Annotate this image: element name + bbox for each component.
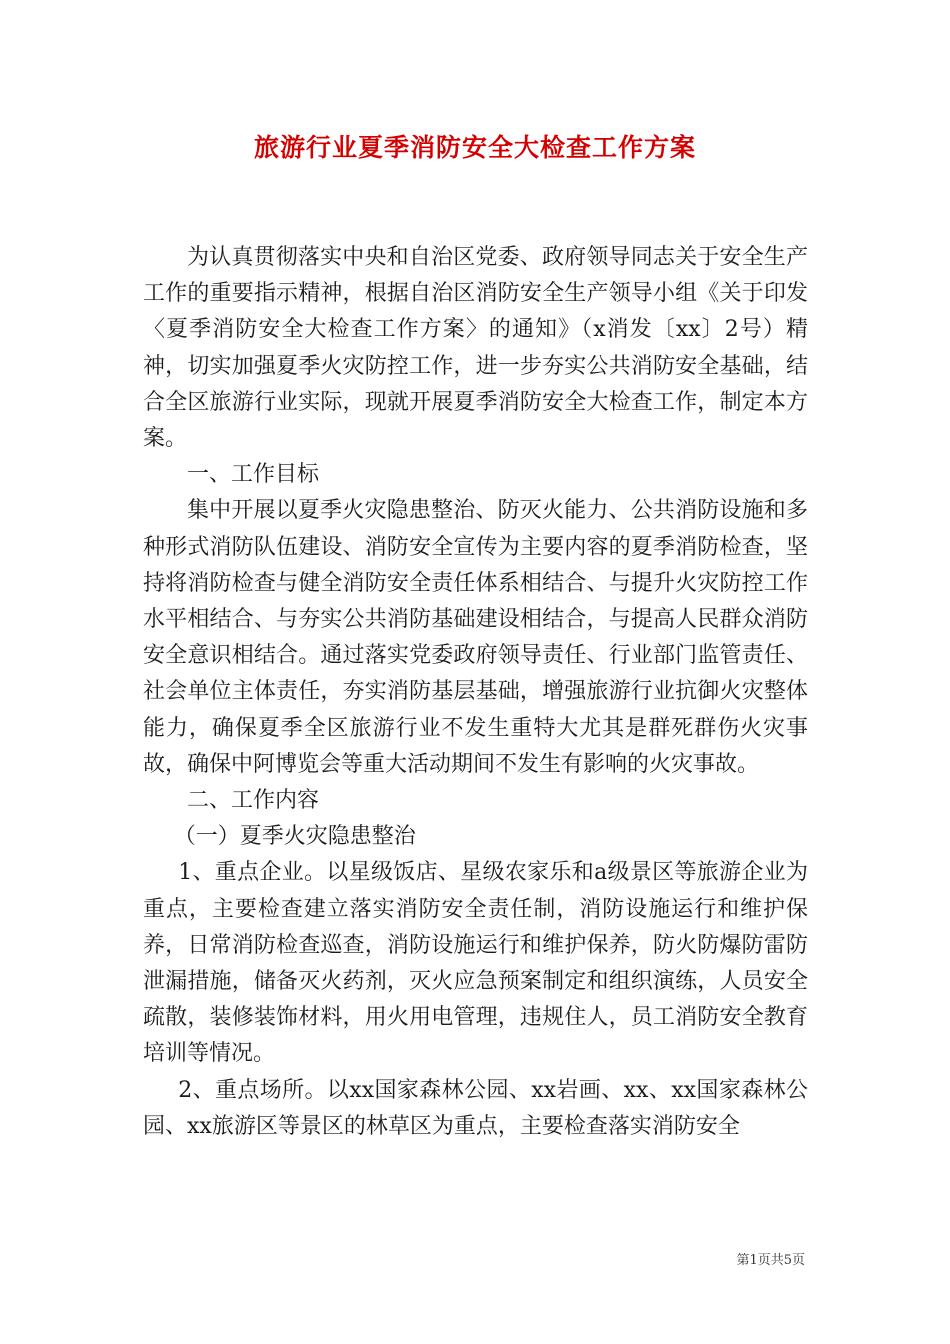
goals-paragraph: 集中开展以夏季火灾隐患整治、防灭火能力、公共消防设施和多种形式消防队伍建设、消防安全宣传为主要内容的夏季消防检查，坚持将消防检查与健全消防安全责任体系相结合、与提升火灾防控工作水平相结合、与夯实公共消防基础建设相结合，与提高人民群众消防安全意识相结合。通过落实党委政府领导责任、行业部门监管责任、社会单位主体责任，夯实消防基层基础，增强旅游行业抗御火灾整体能力，确保夏季全区旅游行业不发生重特大尤其是群死群伤火灾事故，确保中阿博览会等重大活动期间不发生有影响的火灾事故。	[143, 498, 808, 777]
section-heading-content: 二、工作内容	[187, 788, 320, 814]
subsection-heading-hazards: （一）夏季火灾隐患整治	[173, 824, 416, 850]
document-title: 旅游行业夏季消防安全大检查工作方案	[253, 133, 696, 162]
item-key-enterprises: 1、重点企业。以星级饭店、星级农家乐和a级景区等旅游企业为重点，主要检查建立落实消防安全责任制，消防设施运行和维护保养，日常消防检查巡查，消防设施运行和维护保养，防火防爆防雷防泄漏措施，储备灭火药剂，灭火应急预案制定和组织演练，人员安全疏散，装修装饰材料，用火用电管理，违规住人，员工消防安全教育培训等情况。	[143, 860, 808, 1067]
document-body	[143, 240, 808, 1145]
intro-paragraph: 为认真贯彻落实中央和自治区党委、政府领导同志关于安全生产工作的重要指示精神，根据自治区消防安全生产领导小组《关于印发〈夏季消防安全大检查工作方案〉的通知》（x消发〔xx〕2号）精神，切实加强夏季火灾防控工作，进一步夯实公共消防安全基础，结合全区旅游行业实际，现就开展夏季消防安全大检查工作，制定本方案。	[143, 245, 808, 452]
section-heading-goals: 一、工作目标	[187, 462, 320, 488]
page-number: 第1页共5页	[736, 1253, 805, 1268]
item-key-sites: 2、重点场所。以xx国家森林公园、xx岩画、xx、xx国家森林公园、xx旅游区等景区的林草区为重点，主要检查落实消防安全	[143, 1077, 808, 1139]
